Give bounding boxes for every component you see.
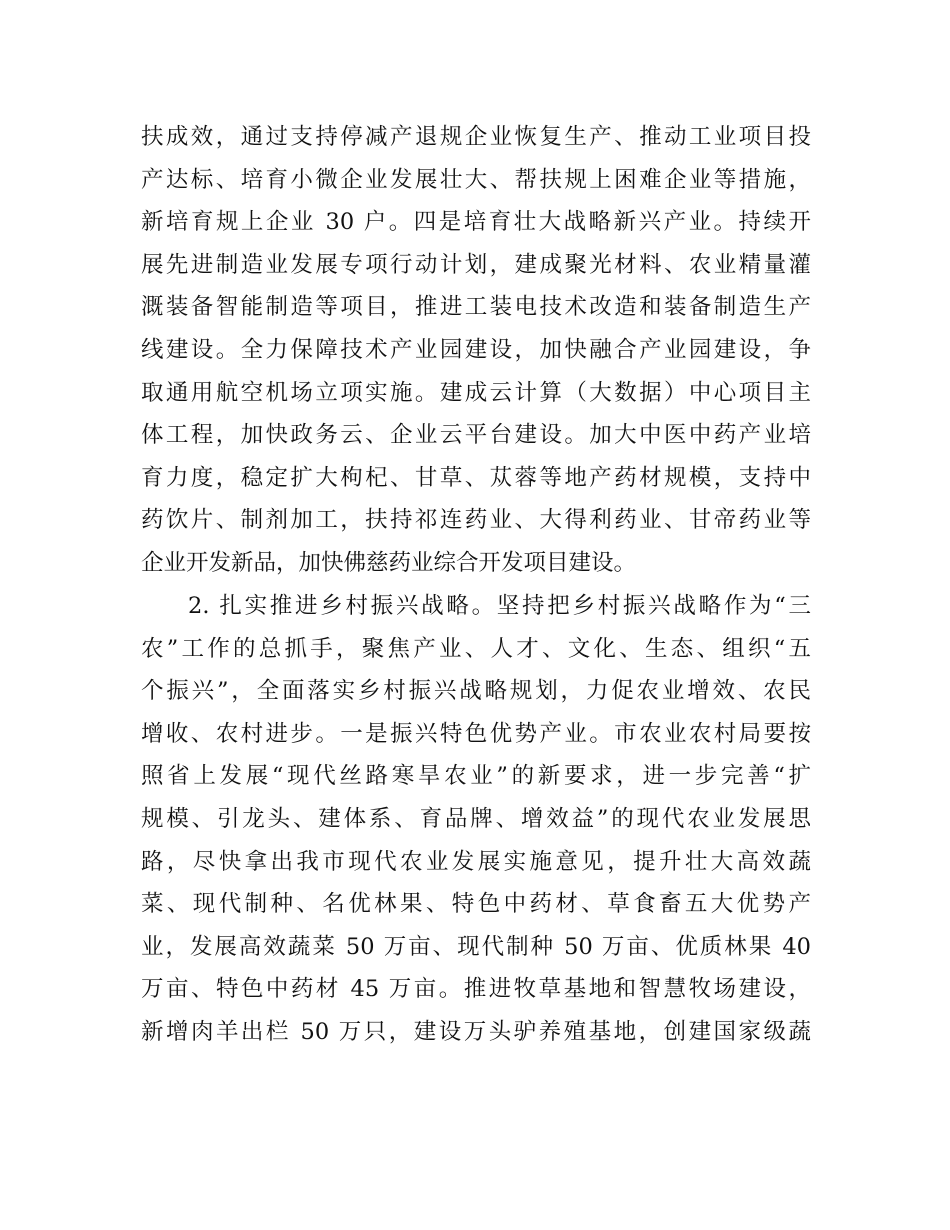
text-line: 万亩、特色中药材 45 万亩。推进牧草基地和智慧牧场建设， xyxy=(141,976,811,1003)
paragraph-2 xyxy=(141,585,811,1054)
text-line: 照省上发展“现代丝路寒旱农业”的新要求，进一步完善“扩 xyxy=(141,763,811,790)
text-line: 体工程，加快政务云、企业云平台建设。加大中医中药产业培 xyxy=(141,422,811,449)
text-line: 规模、引龙头、建体系、育品牌、增效益”的现代农业发展思 xyxy=(141,805,811,832)
text-line: 新培育规上企业 30 户。四是培育壮大战略新兴产业。持续开 xyxy=(141,209,811,236)
text-line: 育力度，稳定扩大枸杞、甘草、苁蓉等地产药材规模，支持中 xyxy=(141,464,811,491)
text-line: 产达标、培育小微企业发展壮大、帮扶规上困难企业等措施， xyxy=(141,166,811,193)
text-line: 展先进制造业发展专项行动计划，建成聚光材料、农业精量灌 xyxy=(141,251,811,278)
text-line: 企业开发新品，加快佛慈药业综合开发项目建设。 xyxy=(141,549,637,576)
text-line: 扶成效，通过支持停减产退规企业恢复生产、推动工业项目投 xyxy=(141,124,811,150)
text-line: 取通用航空机场立项实施。建成云计算（大数据）中心项目主 xyxy=(141,379,811,406)
text-line: 农”工作的总抓手，聚焦产业、人才、文化、生态、组织“五 xyxy=(141,635,811,662)
text-line: 线建设。全力保障技术产业园建设，加快融合产业园建设，争 xyxy=(141,336,811,363)
text-line: 路，尽快拿出我市现代农业发展实施意见，提升壮大高效蔬 xyxy=(141,848,811,875)
text-line: 2. 扎实推进乡村振兴战略。坚持把乡村振兴战略作为“三 xyxy=(188,593,811,619)
text-line: 个振兴”，全面落实乡村振兴战略规划，力促农业增效、农民 xyxy=(141,678,811,705)
text-line: 增收、农村进步。一是振兴特色优势产业。市农业农村局要按 xyxy=(141,720,811,747)
text-line: 业，发展高效蔬菜 50 万亩、现代制种 50 万亩、优质林果 40 xyxy=(141,933,811,960)
text-line: 药饮片、制剂加工，扶持祁连药业、大得利药业、甘帝药业等 xyxy=(141,507,811,534)
text-line: 菜、现代制种、名优林果、特色中药材、草食畜五大优势产 xyxy=(141,891,811,918)
text-line: 新增肉羊出栏 50 万只，建设万头驴养殖基地，创建国家级蔬 xyxy=(141,1018,811,1045)
text-line: 溉装备智能制造等项目，推进工装电技术改造和装备制造生产 xyxy=(141,294,811,321)
paragraph-1 xyxy=(141,116,811,585)
